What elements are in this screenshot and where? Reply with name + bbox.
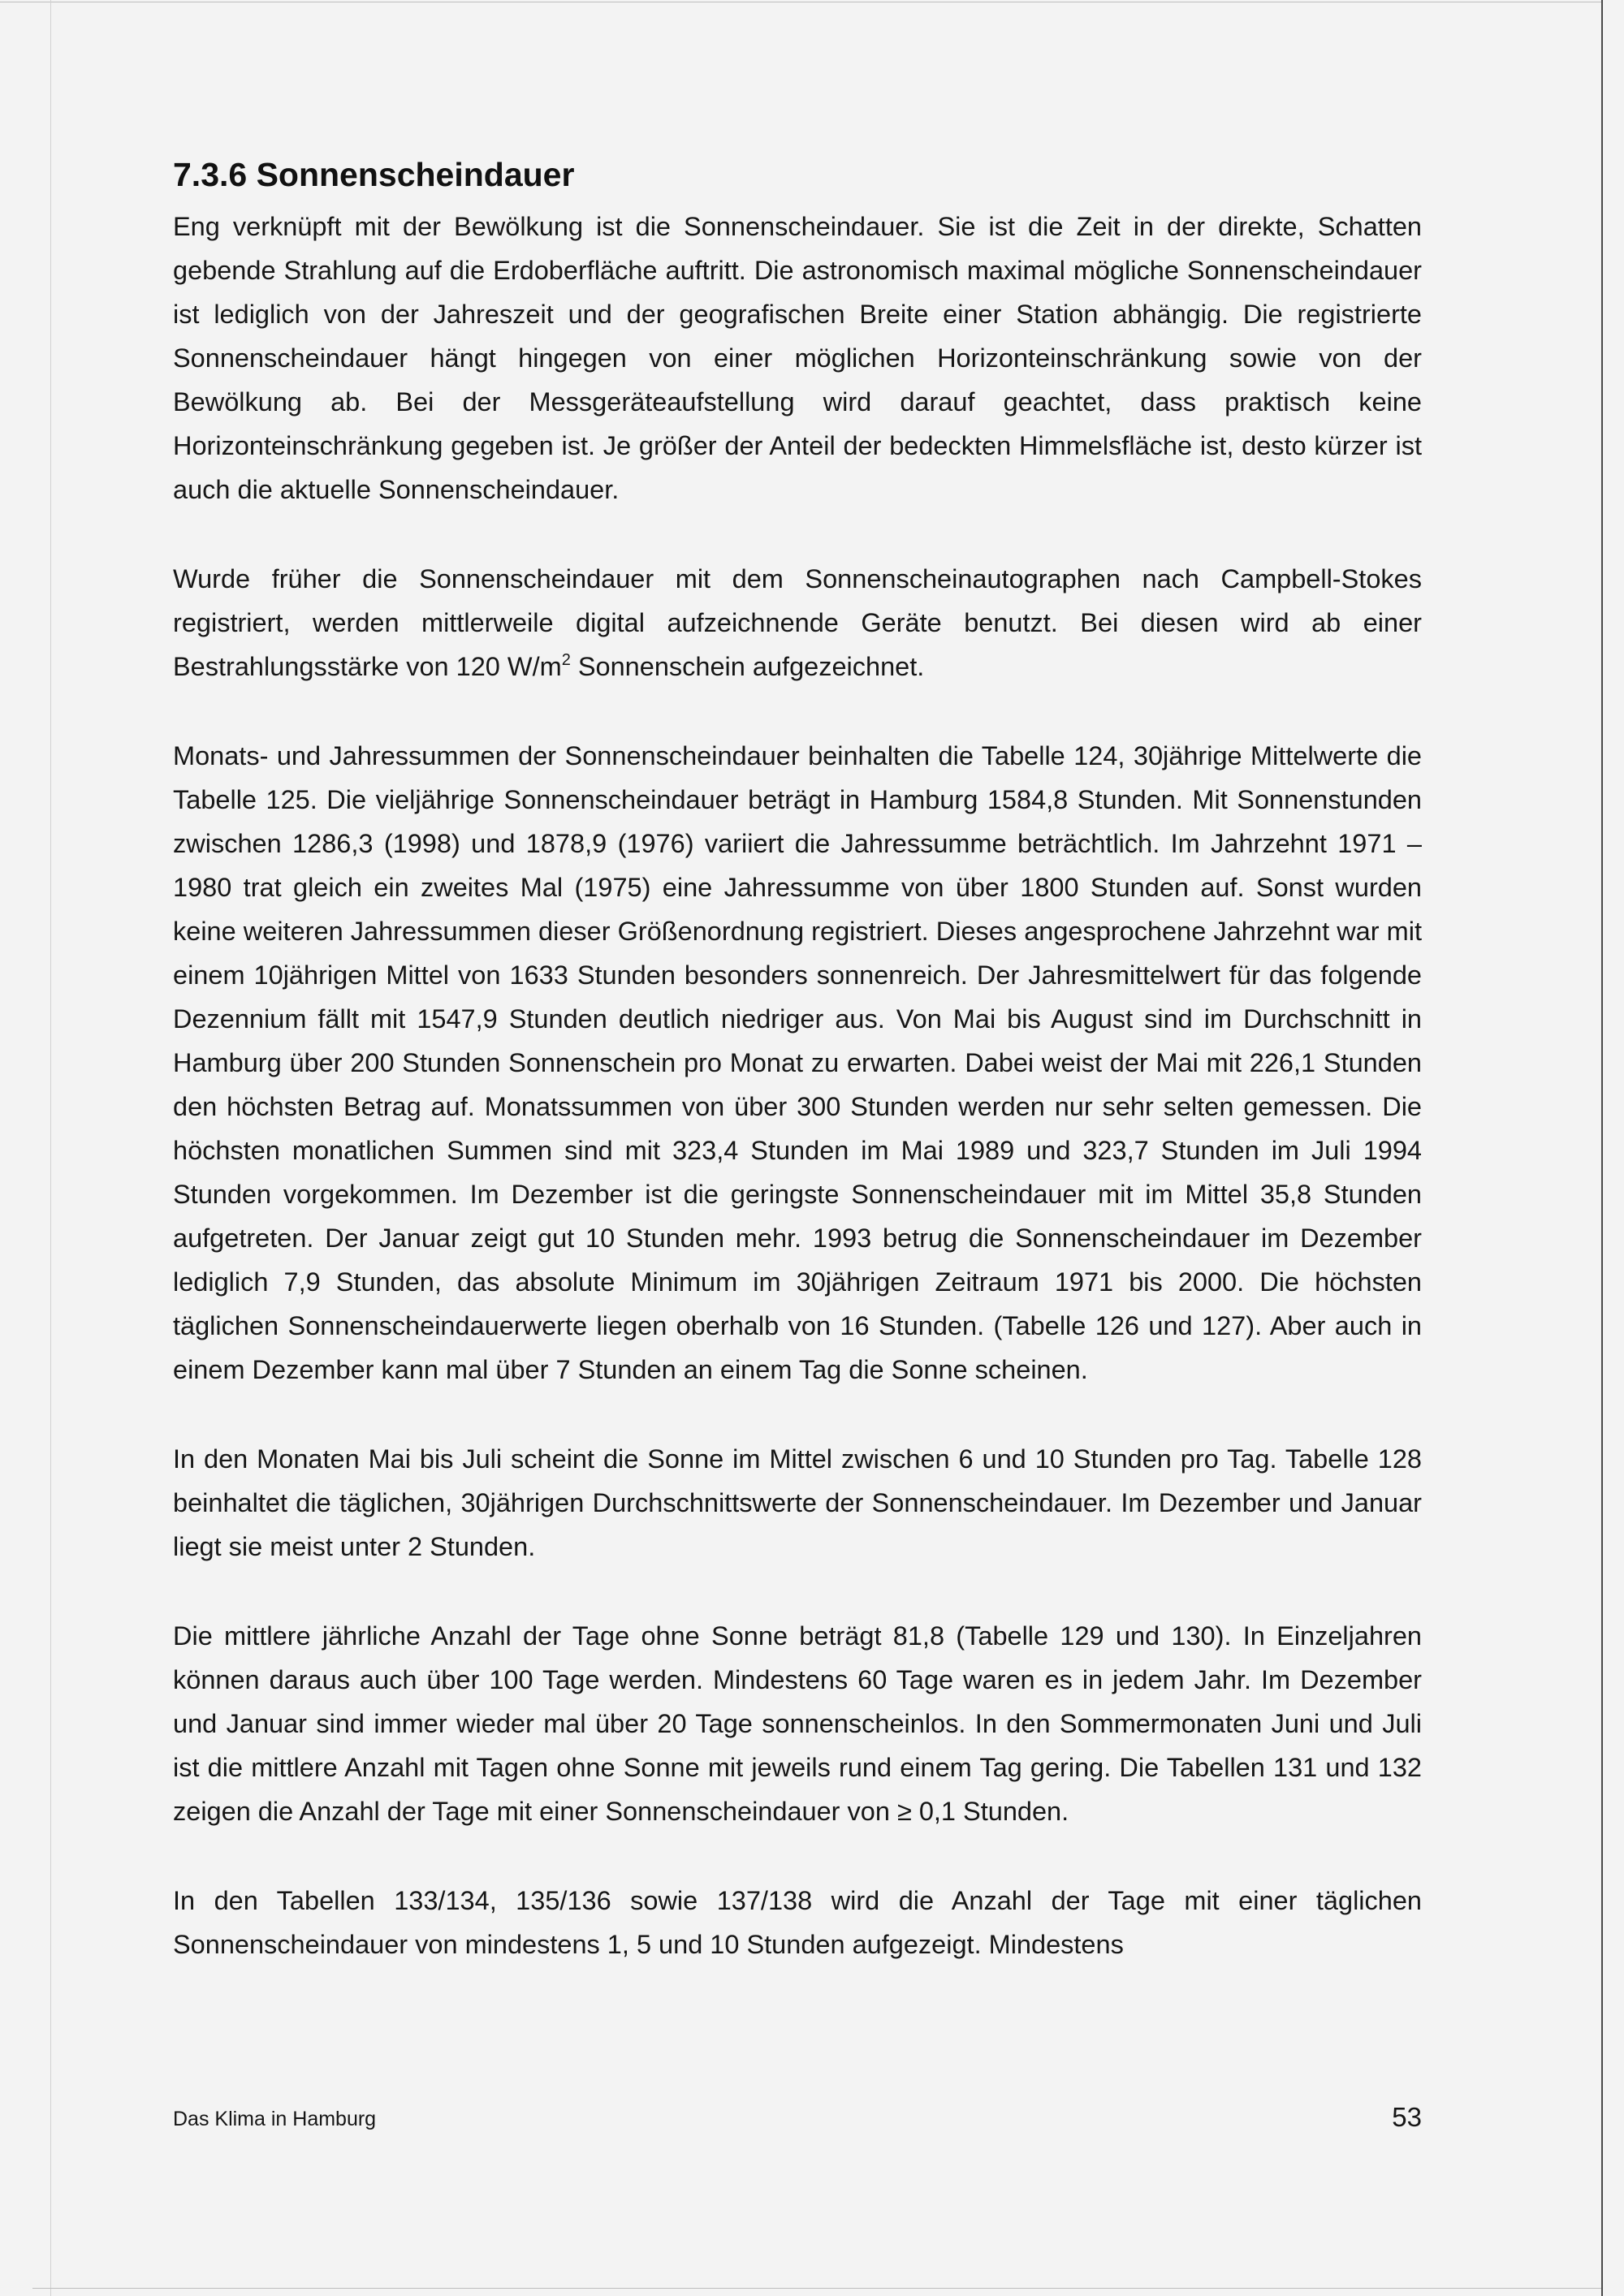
paragraph-1: Eng verknüpft mit der Bewölkung ist die Sonnenscheindauer. Sie ist die Zeit in der direkte, Schatten gebende Strahlung auf die Erdoberfläche auftritt. Die astronomisch maximal mögliche Sonnenscheindauer ist lediglich von der Jahreszeit und der geografischen Breite einer Station abhängig. Die registrierte Sonnenscheindauer hängt hingegen von einer möglichen Horizonteinschränkung sowie von der Bewölkung ab. Bei der Messgeräteaufstellung wird darauf geachtet, dass praktisch keine Horizonteinschränkung gegeben ist. Je größer der Anteil der bedeckten Himmelsfläche ist, desto kürzer ist auch die aktuelle Sonnenscheindauer.: [173, 212, 1422, 504]
page-number: 53: [1392, 2102, 1422, 2132]
superscript-2: 2: [561, 651, 571, 669]
scan-edge-right: [1601, 0, 1603, 2296]
section-heading: 7.3.6 Sonnenscheindauer: [173, 156, 575, 193]
footer-title: Das Klima in Hamburg: [173, 2108, 377, 2130]
paragraph-6: In den Tabellen 133/134, 135/136 sowie 137/138 wird die Anzahl der Tage mit einer täglichen Sonnenscheindauer von mindestens 1, 5 und 10 Stunden aufgezeigt. Mindestens: [173, 1886, 1422, 1959]
scan-edge-bottom: [32, 2288, 1601, 2289]
scan-edge-left: [50, 0, 51, 2296]
paragraph-3: Monats- und Jahressummen der Sonnenscheindauer beinhalten die Tabelle 124, 30jährige Mittelwerte die Tabelle 125. Die vieljährige Sonnenscheindauer beträgt in Hamburg 1584,8 Stunden. Mit Sonnenstunden zwischen 1286,3 (1998) und 1878,9 (1976) variiert die Jahressumme beträchtlich. Im Jahrzehnt 1971 – 1980 trat gleich ein zweites Mal (1975) eine Jahressumme von über 1800 Stunden auf. Sonst wurden keine weiteren Jahressummen dieser Größenordnung registriert. Dieses angesprochene Jahrzehnt war mit einem 10jährigen Mittel von 1633 Stunden besonders sonnenreich. Der Jahresmittelwert für das folgende Dezennium fällt mit 1547,9 Stunden deutlich niedriger aus. Von Mai bis August sind im Durchschnitt in Hamburg über 200 Stunden Sonnenschein pro Monat zu erwarten. Dabei weist der Mai mit 226,1 Stunden den höchsten Betrag auf. Monatssummen von über 300 Stunden werden nur sehr selten gemessen. Die höchsten monatlichen Summen sind mit 323,4 Stunden im Mai 1989 und 323,7 Stunden im Juli 1994 Stunden vorgekommen. Im Dezember ist die geringste Sonnenscheindauer mit im Mittel 35,8 Stunden aufgetreten. Der Januar zeigt gut 10 Stunden mehr. 1993 betrug die Sonnenscheindauer im Dezember lediglich 7,9 Stunden, das absolute Minimum im 30jährigen Zeitraum 1971 bis 2000. Die höchsten täglichen Sonnenscheindauerwerte liegen oberhalb von 16 Stunden. (Tabelle 126 und 127). Aber auch in einem Dezember kann mal über 7 Stunden an einem Tag die Sonne scheinen.: [173, 741, 1422, 1384]
paragraph-2-text-after: Sonnenschein aufgezeichnet.: [570, 652, 925, 681]
paragraph-4: In den Monaten Mai bis Juli scheint die Sonne im Mittel zwischen 6 und 10 Stunden pro Tag. Tabelle 128 beinhaltet die täglichen, 30jährigen Durchschnittswerte der Sonnenscheindauer. Im Dezember und Januar liegt sie meist unter 2 Stunden.: [173, 1444, 1422, 1561]
paragraph-5: Die mittlere jährliche Anzahl der Tage ohne Sonne beträgt 81,8 (Tabelle 129 und 130). In Einzeljahren können daraus auch über 100 Tage werden. Mindestens 60 Tage waren es in jedem Jahr. Im Dezember und Januar sind immer wieder mal über 20 Tage sonnenscheinlos. In den Sommermonaten Juni und Juli ist die mittlere Anzahl mit Tagen ohne Sonne mit jeweils rund einem Tag gering. Die Tabellen 131 und 132 zeigen die Anzahl der Tage mit einer Sonnenscheindauer von ≥ 0,1 Stunden.: [173, 1621, 1422, 1826]
page-content: [173, 153, 1422, 1966]
paragraph-2-text-before: Wurde früher die Sonnenscheindauer mit dem Sonnenscheinautographen nach Campbell-Stokes registriert, werden mittlerweile digital aufzeichnende Geräte benutzt. Bei diesen wird ab einer Bestrahlungsstärke von 120 W/m: [173, 564, 1422, 681]
paragraph-2: [173, 557, 1422, 688]
